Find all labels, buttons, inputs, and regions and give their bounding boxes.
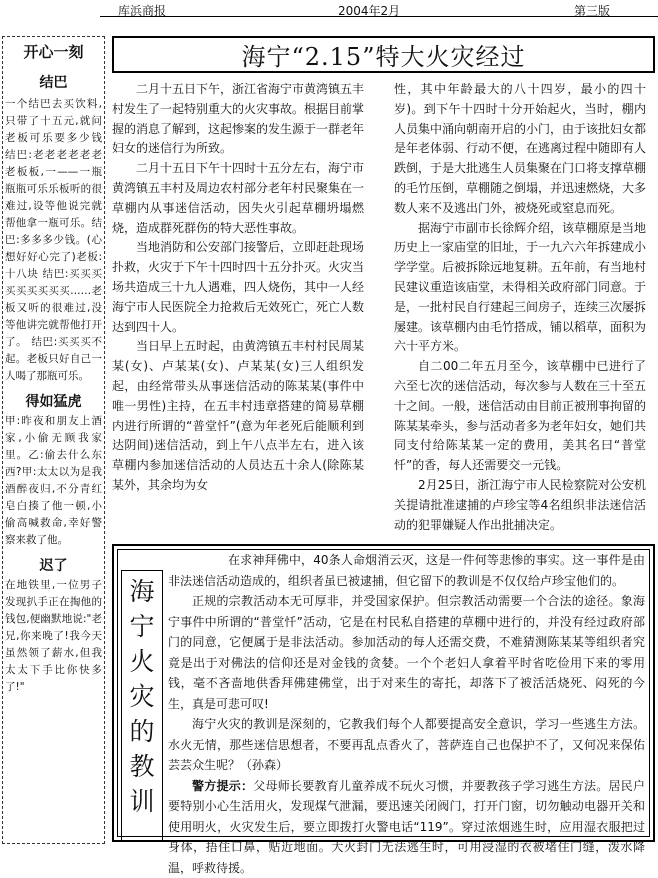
issue-date: 2004年2月 — [338, 2, 400, 19]
police-tip — [168, 776, 645, 878]
article-paragraph: 当地消防和公安部门接警后，立即赶赴现场扑救，火灾于下午十四时四十五分扑灭。火灾当场共造成三十九人遇难，四人烧伤，其中一人经海宁市人民医院全力抢救后无效死亡，死亡人数达到四十人。 — [112, 238, 364, 337]
joke-title: 迟了 — [3, 555, 104, 575]
lesson-paragraph: 在求神拜佛中，40条人命烟消云灭，这是一件何等悲惨的事实。这一事件是由非法迷信活动造成的，组织者虽已被逮捕，但它留下的教训是不仅仅给卢珍宝他们的。 — [168, 550, 645, 591]
police-tip-label: 警方提示： — [192, 779, 253, 793]
lesson-paragraph: 正规的宗教活动本无可厚非，并受国家保护。但宗教活动需要一个合法的途径。象海宁事件中所谓的“普堂忏”活动，它是在村民私自搭建的草棚中进行的，并没有经过政府部门的同意，它便属于是非法活动。参加活动的每人还需交费，不难猜测陈某某等组织者究竟是出于对佛法的信仰还是对金钱的贪婪。一个个老妇人拿着平时省吃俭用下来的零用钱，毫不吝啬地供香拜佛建佛堂，出于对来生的寄托，却落下了被活活烧死、闷死的今生，真是可悲可叹! — [168, 591, 645, 714]
page-number: 第三版 — [574, 2, 610, 19]
joke-title: 得如猛虎 — [3, 391, 104, 411]
lesson-box — [112, 544, 655, 842]
article-paragraph: 据海宁市副市长徐辉介绍，该草棚原是当地历史上一家庙堂的旧址，于一九六六年拆建成小学学堂。后被拆除远地复耕。五年前，有当地村民建议重造该庙堂，未得相关政府部门同意。于是，一批村民自行建起三间房子，连续三次屡拆屡建。该草棚内由毛竹搭成，铺以稻草，面积为六十平方米。 — [394, 219, 646, 358]
paper-name: 库浜商报 — [118, 2, 166, 19]
article-body — [112, 80, 656, 542]
page-header — [0, 0, 658, 20]
article-paragraph: 性，其中年龄最大的八十四岁，最小的四十岁)。到下午十四时十分开始起火，当时，棚内人员集中涌向朝南开启的小门，由于该批妇女都是年老体弱、行动不便，在逃离过程中随即有人跌倒，于是大批逃生人员集聚在门口将支撑草棚的毛竹压倒，草棚随之倒塌，并迅速燃烧，大多数人来不及逃出门外，被烧死或窒息而死。 — [394, 80, 646, 219]
lesson-box-inner — [117, 549, 650, 837]
article-column-right — [394, 80, 646, 535]
lesson-paragraph: 海宁火灾的教训是深刻的，它教我们每个人都要提高安全意识，学习一些逃生方法。水火无情，那些迷信思想者，不要再乱点香火了，菩萨连自己也保护不了，又何况来保佑芸芸众生呢？（孙森） — [168, 714, 645, 776]
article-paragraph: 二月十五日下午十四时十五分左右，海宁市黄湾镇五丰村及周边农村部分老年村民聚集在一草棚内从事迷信活动，因失火引起草棚坍塌燃烧，造成群死群伤的特大恶性事故。 — [112, 159, 364, 238]
article-paragraph: 自二00二年五月至今，该草棚中已进行了六至七次的迷信活动，每次参与人数在三十至五十之间。一般，迷信活动由目前正被刑事拘留的陈某某牵头，参与活动者多为老年妇女，她们共同支付给陈某某一定的费用，美其名曰“普堂忏”的香，每人还需要交一元钱。 — [394, 357, 646, 476]
article-paragraph: 2月25日，浙江海宁市人民检察院对公安机关提请批准逮捕的卢珍宝等4名组织非法迷信活动的犯罪嫌疑人作出批捕决定。 — [394, 476, 646, 535]
article-column-left — [112, 80, 364, 496]
joke-text: 甲:昨夜和朋友上酒家,小偷无顾我家里。乙:偷去什么东西?甲:太太以为是我酒醉夜归,不分青红皂白揍了他一顿,小偷高喊救命,幸好警察来救了他。 — [3, 413, 104, 549]
article-title-box — [112, 36, 655, 73]
police-tip-text: 父母师长要教育儿童养成不玩火习惯，并要教孩子学习逃生方法。居民户要特别小心生活用火，发现煤气泄漏，要迅速关闭阀门，打开门窗，切勿触动电器开关和使用明火，火灾发生后，要立即拨打火警电话“119”。穿过浓烟逃生时，应用湿衣服把过身体，捂住口鼻，贴近地面。大火封门无法逃生时，可用浸湿的衣被堵住门缝，泼水降温，呼救待援。 — [168, 779, 645, 875]
joke-title: 结巴 — [3, 72, 104, 92]
joke-text: 在地铁里,一位男子发现扒手正在掏他的钱包,便幽默地说:"老兄,你来晚了!我今天虽然领了薪水,但我太太下手比你快多了!" — [3, 577, 104, 696]
humor-column — [2, 36, 105, 844]
article-paragraph: 二月十五日下午，浙江省海宁市黄湾镇五丰村发生了一起特别重大的火灾事故。根据目前掌握的消息了解到，这起惨案的发生源于一群老年妇女的迷信行为所致。 — [112, 80, 364, 159]
humor-section-title: 开心一刻 — [3, 41, 104, 62]
header-rule — [100, 16, 658, 17]
article-title: 海宁“2.15”特大火灾经过 — [242, 37, 526, 72]
lesson-text — [168, 550, 645, 878]
joke-text: 一个结巴去买饮料,只带了十五元,就问老板可乐要多少钱 结巴:老老老老老老老板板,一——一瓶瓶瓶可乐乐板听的很难过,设等他说完就帮他拿一瓶可乐。结巴:多多多少钱。(心想好好心完了)老板:十八块 结巴:买买买买买买买买买……老板又听的很难过,没等他讲完就帮他打开了。 结巴:买买买不起。老板只好自己一人喝了那瓶可乐。 — [3, 96, 104, 385]
vertical-title: 海宁火灾的教训 — [124, 574, 160, 819]
article-paragraph: 当日早上五时起，由黄湾镇五丰村村民周某某(女)、卢某某(女)、卢某某(女)三人组织发起，由经常带头从事迷信活动的陈某某(事件中唯一男性)主持，在五丰村违章搭建的简易草棚内进行所谓的“普堂忏”(意为年老死后能顺利到达阴间)迷信活动，到上午八点半左右，进入该草棚内参加迷信活动的人员达五十余人(除陈某某外，其余均为女 — [112, 337, 364, 495]
